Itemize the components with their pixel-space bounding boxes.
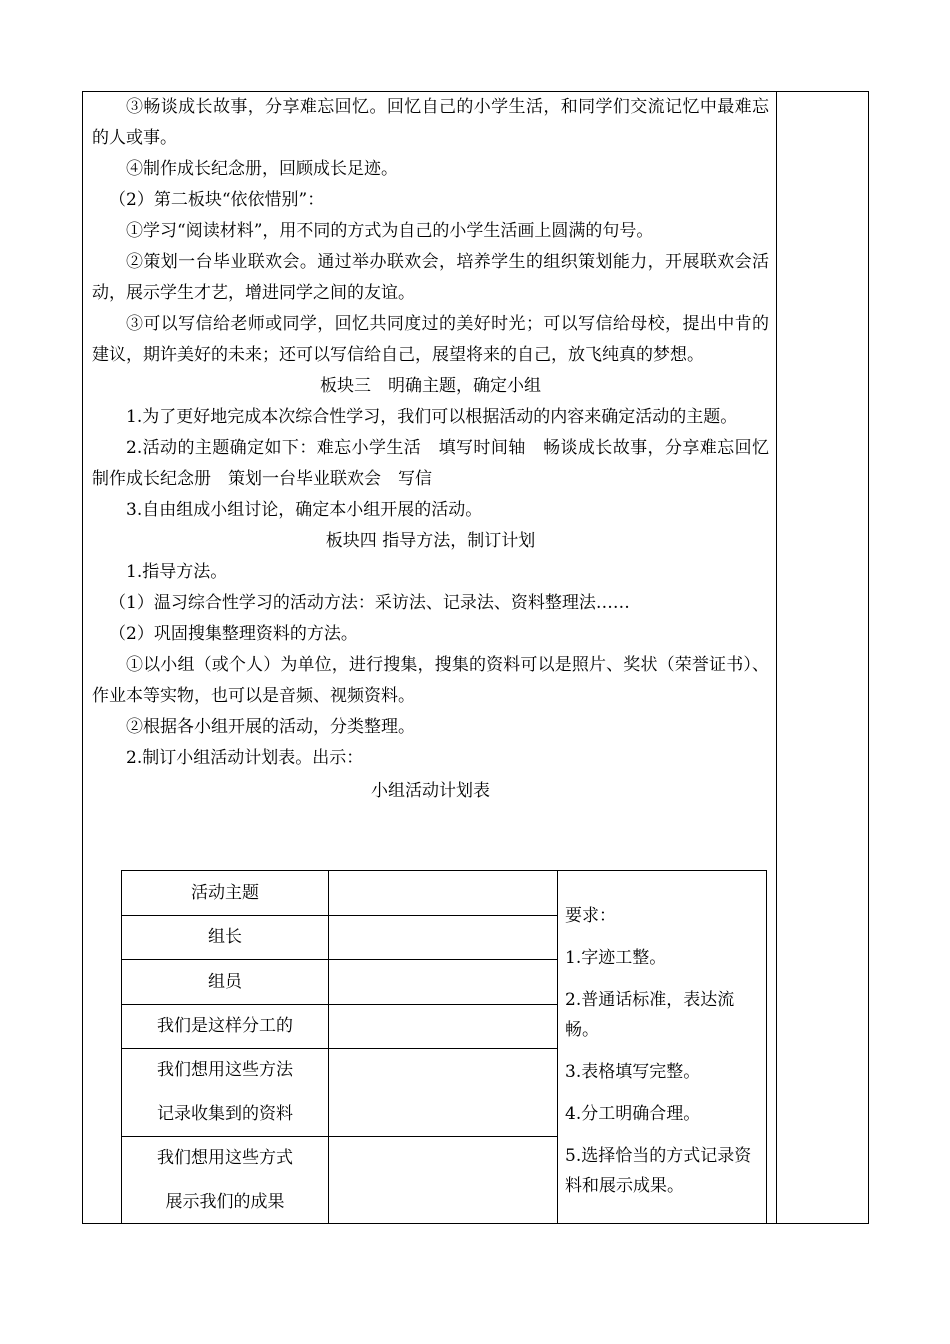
paragraph: 1.为了更好地完成本次综合性学习，我们可以根据活动的内容来确定活动的主题。 bbox=[126, 407, 738, 427]
section-heading: 板块三 明确主题，确定小组 bbox=[320, 376, 541, 396]
paragraph: （2）第二板块“依依惜别”： bbox=[109, 190, 325, 210]
row-label-record-method: 我们想用这些方法 记录收集到的资料 bbox=[157, 1060, 293, 1124]
row-label-theme: 活动主题 bbox=[191, 883, 259, 903]
table-divider bbox=[557, 871, 558, 1223]
paragraph: 3.自由组成小组讨论，确定本小组开展的活动。 bbox=[126, 500, 483, 520]
table-caption: 小组活动计划表 bbox=[371, 781, 490, 801]
section-heading: 板块四 指导方法，制订计划 bbox=[325, 531, 536, 551]
paragraph: 2.活动的主题确定如下：难忘小学生活 填写时间轴 畅谈成长故事，分享难忘回忆 制作成长纪念册 策划一台毕业联欢会 写信 bbox=[92, 438, 786, 489]
paragraph: 2.制订小组活动计划表。出示： bbox=[126, 748, 364, 768]
lesson-frame bbox=[82, 91, 869, 1224]
paragraph: ②根据各小组开展的活动，分类整理。 bbox=[126, 717, 415, 737]
row-label-show-method: 我们想用这些方式 展示我们的成果 bbox=[157, 1148, 293, 1212]
requirements-title: 要求： bbox=[565, 906, 616, 926]
paragraph: ②策划一台毕业联欢会。通过举办联欢会，培养学生的组织策划能力，开展联欢会活动，展示学生才艺，增进同学之间的友谊。 bbox=[92, 252, 769, 303]
paragraph: ①以小组（或个人）为单位，进行搜集，搜集的资料可以是照片、奖状（荣誉证书）、作业本等实物，也可以是音频、视频资料。 bbox=[92, 655, 769, 706]
paragraph: （1）温习综合性学习的活动方法：采访法、记录法、资料整理法…… bbox=[109, 593, 630, 613]
requirement-item: 4.分工明确合理。 bbox=[565, 1104, 701, 1124]
column-divider bbox=[776, 92, 777, 1223]
requirement-item: 2.普通话标准，表达流畅。 bbox=[565, 990, 735, 1040]
paragraph: ④制作成长纪念册，回顾成长足迹。 bbox=[126, 159, 398, 179]
paragraph: ③畅谈成长故事，分享难忘回忆。回忆自己的小学生活，和同学们交流记忆中最难忘的人或事。 bbox=[92, 97, 769, 148]
table-divider bbox=[328, 871, 329, 1223]
requirement-item: 5.选择恰当的方式记录资料和展示成果。 bbox=[565, 1146, 752, 1196]
lesson-content bbox=[92, 92, 786, 805]
requirement-item: 1.字迹工整。 bbox=[565, 948, 667, 968]
row-label-leader: 组长 bbox=[208, 927, 242, 947]
paragraph: ③可以写信给老师或同学，回忆共同度过的美好时光；可以写信给母校，提出中肯的建议，期许美好的未来；还可以写信给自己，展望将来的自己，放飞纯真的梦想。 bbox=[92, 314, 769, 365]
paragraph: 1.指导方法。 bbox=[126, 562, 228, 582]
row-label-division: 我们是这样分工的 bbox=[157, 1016, 293, 1036]
row-label-members: 组员 bbox=[208, 971, 242, 992]
plan-table bbox=[121, 870, 767, 1224]
requirement-item: 3.表格填写完整。 bbox=[565, 1062, 701, 1082]
paragraph: （2）巩固搜集整理资料的方法。 bbox=[109, 624, 358, 644]
paragraph: ①学习“阅读材料”，用不同的方式为自己的小学生活画上圆满的句号。 bbox=[126, 221, 654, 241]
requirements bbox=[565, 901, 761, 1213]
